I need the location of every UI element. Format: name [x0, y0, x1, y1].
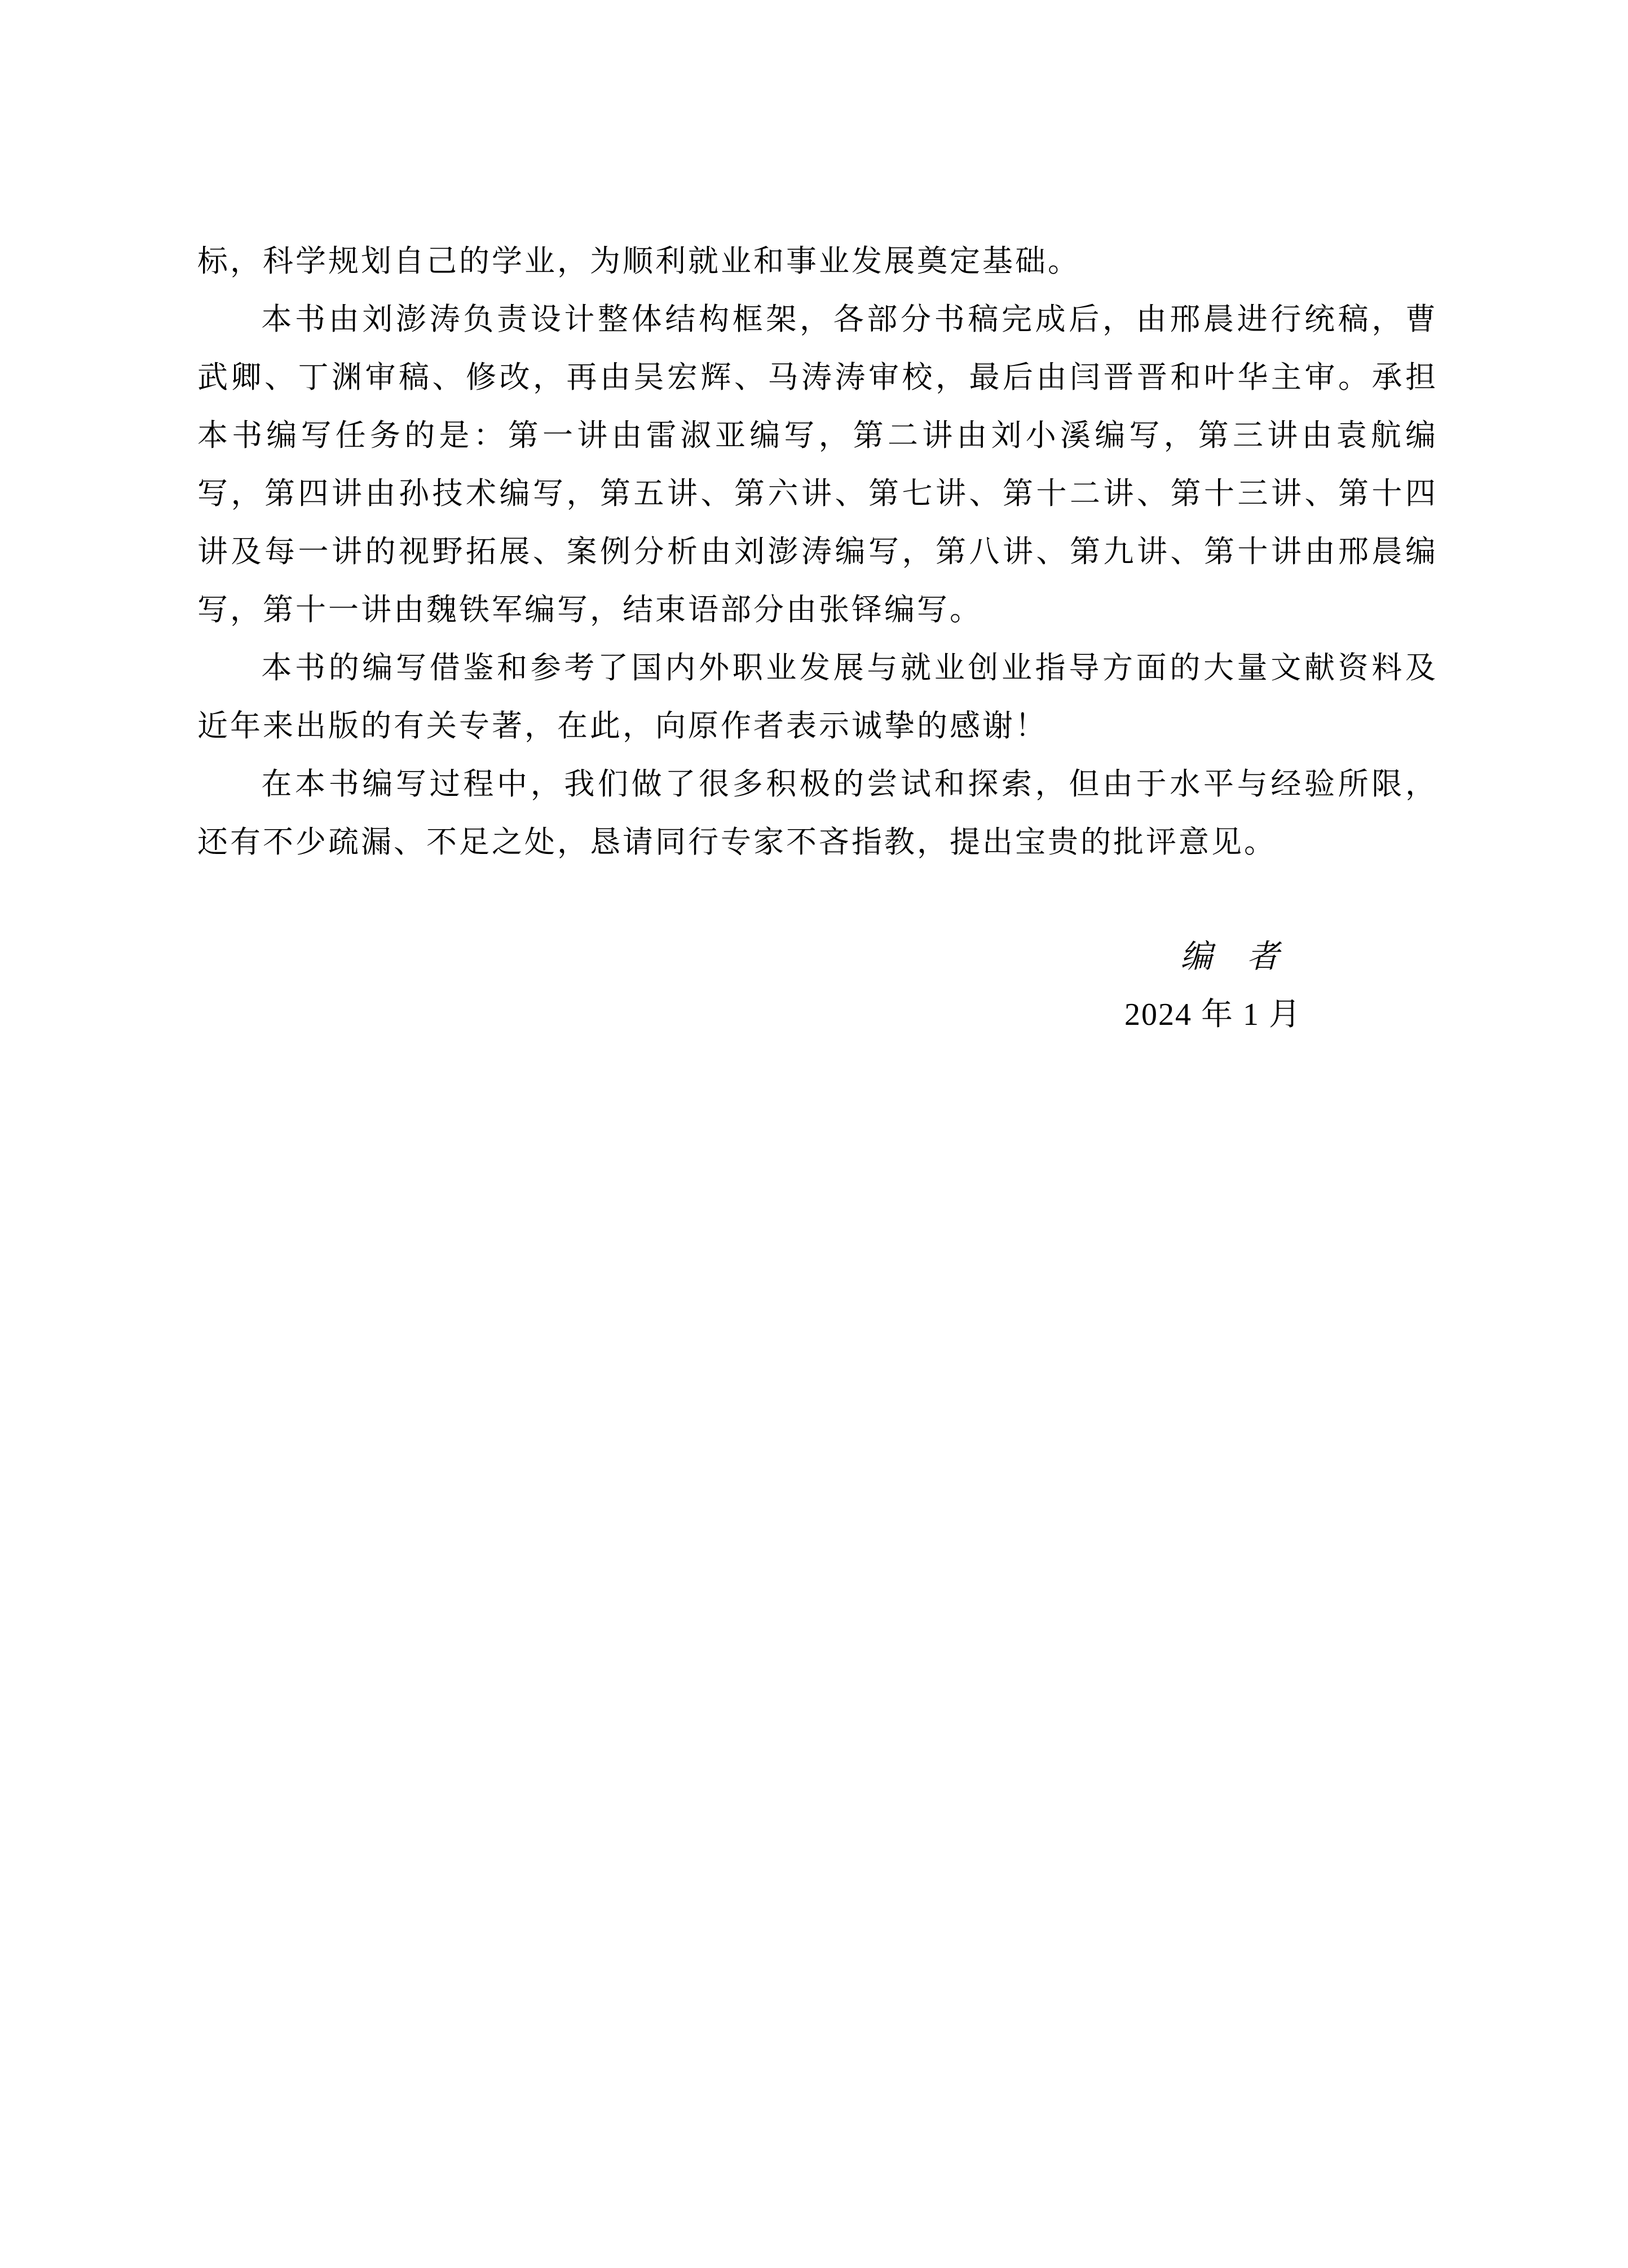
author-signature: 编 者 — [1180, 939, 1280, 975]
paragraph-acknowledgement: 本书的编写借鉴和参考了国内外职业发展与就业创业指导方面的大量文献资料及近年来出版的有关专著，在此，向原作者表示诚挚的感谢！ — [197, 651, 1438, 743]
signature-block — [197, 928, 1438, 1044]
page-body-text — [197, 232, 1438, 1044]
paragraph-apology: 在本书编写过程中，我们做了很多积极的尝试和探索，但由于水平与经验所限，还有不少疏漏、不足之处，恳请同行专家不吝指教，提出宝贵的批评意见。 — [197, 767, 1438, 859]
signature-date: 2024 年 1 月 — [1124, 997, 1301, 1032]
paragraph-continuation: 标，科学规划自己的学业，为顺利就业和事业发展奠定基础。 — [197, 244, 1080, 278]
paragraph-authorship: 本书由刘澎涛负责设计整体结构框架，各部分书稿完成后，由邢晨进行统稿，曹武卿、丁渊审稿、修改，再由吴宏辉、马涛涛审校，最后由闫晋晋和叶华主审。承担本书编写任务的是：第一讲由雷淑亚编写，第二讲由刘小溪编写，第三讲由袁航编写，第四讲由孙技术编写，第五讲、第六讲、第七讲、第十二讲、第十三讲、第十四讲及每一讲的视野拓展、案例分析由刘澎涛编写，第八讲、第九讲、第十讲由邢晨编写，第十一讲由魏铁军编写，结束语部分由张铎编写。 — [197, 302, 1438, 627]
